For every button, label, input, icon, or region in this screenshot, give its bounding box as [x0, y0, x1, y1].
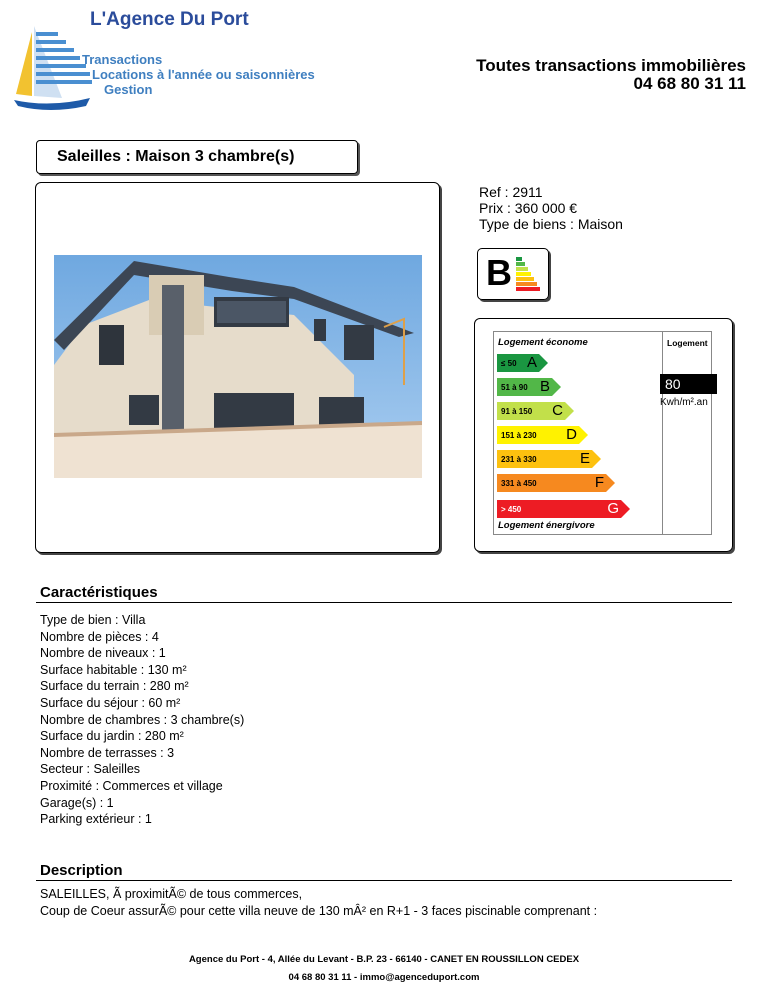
- energy-bar-letter: G: [607, 500, 619, 517]
- dpe-badge: [477, 248, 549, 300]
- energy-bar-letter: A: [526, 354, 537, 371]
- agency-logo: [10, 4, 340, 122]
- tagline-text: Toutes transactions immobilières: [476, 56, 746, 75]
- characteristic-line: Nombre de chambres : 3 chambre(s): [40, 712, 245, 727]
- energy-bar-arrow: [552, 378, 561, 396]
- energy-bar-a: [497, 354, 539, 372]
- header-tagline: [476, 57, 746, 93]
- energy-bar-b: [497, 378, 552, 396]
- energy-bar-d: [497, 426, 579, 444]
- characteristic-line: Nombre de terrasses : 3: [40, 745, 175, 760]
- energy-bar-letter: C: [552, 402, 563, 419]
- energy-bar-arrow: [592, 450, 601, 468]
- footer-address: Agence du Port - 4, Allée du Levant - B.P. 23 - 66140 - CANET EN ROUSSILLON CEDEX: [188, 954, 580, 965]
- energy-bar-letter: B: [539, 378, 550, 395]
- property-photo: [54, 255, 422, 478]
- description-line: Coup de Coeur assurÃ© pour cette villa neuve de 130 mÂ² en R+1 - 3 faces piscinable comprenant :: [40, 904, 598, 918]
- dpe-class-letter: B: [486, 252, 512, 293]
- energy-footer-energivore: Logement énergivore: [498, 520, 595, 531]
- energy-scale-mini-icon: [516, 257, 544, 291]
- energy-unit: Kwh/m².an: [660, 397, 708, 408]
- agency-service-locations: Locations à l'année ou saisonnières: [92, 67, 315, 82]
- energy-bar-arrow: [606, 474, 615, 492]
- characteristic-line: Surface habitable : 130 m²: [40, 662, 187, 677]
- listing-info: [479, 184, 623, 232]
- description-heading: Description: [40, 862, 123, 879]
- energy-bar-letter: E: [579, 450, 590, 467]
- characteristics-heading: Caractéristiques: [40, 584, 158, 601]
- characteristic-line: Nombre de pièces : 4: [40, 629, 159, 644]
- energy-bar-arrow: [539, 354, 548, 372]
- energy-bar-range: 51 à 90: [501, 382, 528, 392]
- energy-bar-range: 331 à 450: [501, 478, 537, 488]
- energy-bar-f: [497, 474, 606, 492]
- listing-price: Prix : 360 000 €: [479, 200, 578, 216]
- energy-header-econome: Logement économe: [498, 337, 588, 348]
- energy-bar-range: > 450: [501, 504, 522, 514]
- listing-title-box: [36, 140, 358, 174]
- energy-bar-range: ≤ 50: [501, 358, 517, 368]
- energy-bar-arrow: [565, 402, 574, 420]
- energy-bar-range: 151 à 230: [501, 430, 537, 440]
- characteristic-line: Secteur : Saleilles: [40, 762, 141, 777]
- energy-value: 80: [660, 374, 717, 394]
- agency-service-gestion: Gestion: [104, 82, 153, 97]
- tagline-phone: 04 68 80 31 11: [633, 74, 746, 93]
- characteristic-line: Type de bien : Villa: [40, 613, 146, 627]
- agency-name: L'Agence Du Port: [90, 9, 249, 30]
- energy-bar-letter: D: [566, 426, 577, 443]
- description-text: [40, 886, 597, 920]
- energy-bar-g: [497, 500, 621, 518]
- agency-service-transactions: Transactions: [82, 52, 163, 67]
- energy-label-chart: [493, 331, 712, 535]
- energy-bar-e: [497, 450, 592, 468]
- energy-bar-range: 91 à 150: [501, 406, 533, 416]
- listing-title: Saleilles : Maison 3 chambre(s): [57, 148, 295, 165]
- characteristic-line: Parking extérieur : 1: [40, 812, 152, 827]
- characteristic-line: Garage(s) : 1: [40, 795, 114, 810]
- energy-bar-letter: F: [594, 474, 604, 491]
- energy-column-divider: [662, 332, 663, 534]
- description-line: SALEILLES, Ã proximitÃ© de tous commerces,: [40, 887, 303, 901]
- characteristics-list: [40, 612, 244, 828]
- characteristic-line: Surface du terrain : 280 m²: [40, 679, 189, 694]
- energy-header-logement: Logement: [667, 338, 708, 348]
- listing-ref: Ref : 2911: [479, 184, 543, 200]
- energy-bar-arrow: [579, 426, 588, 444]
- description-rule: [36, 880, 732, 881]
- characteristic-line: Nombre de niveaux : 1: [40, 646, 166, 661]
- energy-bar-c: [497, 402, 565, 420]
- listing-type: Type de biens : Maison: [479, 216, 623, 232]
- characteristic-line: Surface du séjour : 60 m²: [40, 695, 181, 710]
- characteristic-line: Proximité : Commerces et village: [40, 778, 223, 793]
- characteristics-rule: [36, 602, 732, 603]
- energy-bar-range: 231 à 330: [501, 454, 537, 464]
- footer-contact: 04 68 80 31 11 - immo@agenceduport.com: [288, 972, 480, 983]
- energy-bar-arrow: [621, 500, 630, 518]
- characteristic-line: Surface du jardin : 280 m²: [40, 729, 184, 744]
